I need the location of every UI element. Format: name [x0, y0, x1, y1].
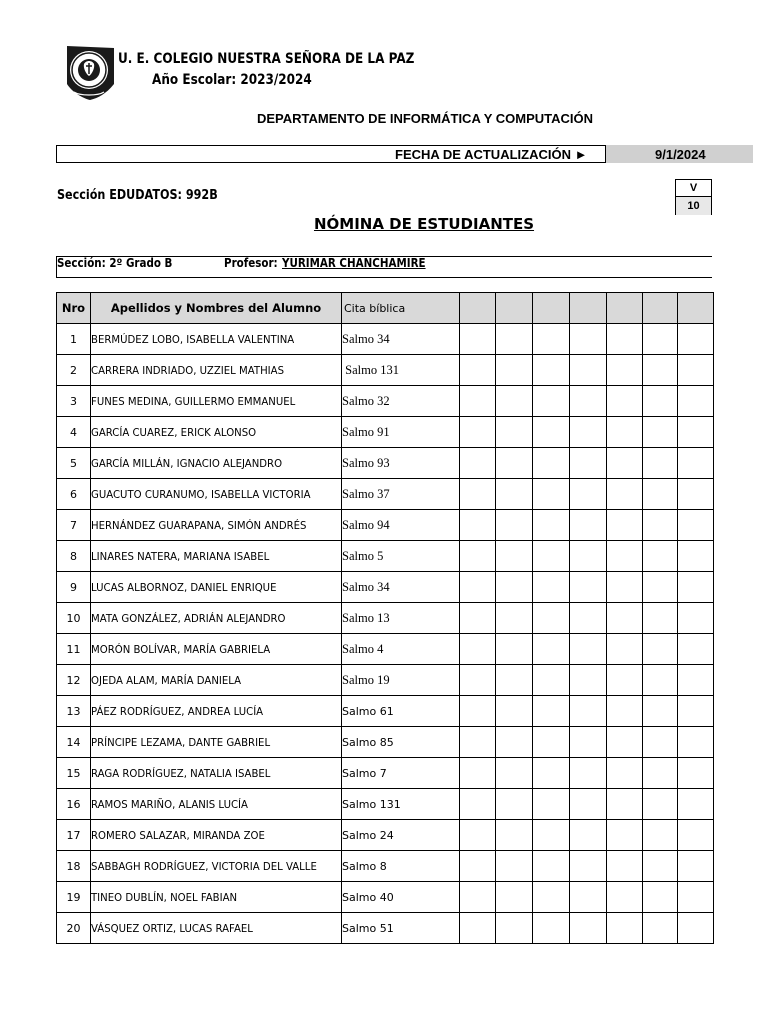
- blank-cell: [678, 789, 714, 820]
- blank-cell: [533, 603, 570, 634]
- blank-cell: [460, 541, 496, 572]
- table-row: [57, 758, 714, 789]
- section-edudatos: Sección EDUDATOS: 992B: [57, 188, 218, 203]
- blank-cell: [607, 386, 643, 417]
- blank-cell: [570, 479, 607, 510]
- blank-cell: [678, 603, 714, 634]
- version-number: 10: [676, 197, 711, 215]
- blank-cell: [496, 758, 533, 789]
- bible-citation: Salmo 8: [342, 851, 460, 882]
- table-row: [57, 448, 714, 479]
- student-name-cell: [91, 572, 342, 603]
- blank-cell: [496, 882, 533, 913]
- row-number: 3: [57, 386, 91, 417]
- blank-cell: [460, 417, 496, 448]
- bible-citation: Salmo 51: [342, 913, 460, 944]
- table-row: [57, 789, 714, 820]
- blank-cell: [643, 820, 678, 851]
- blank-cell: [570, 541, 607, 572]
- version-box: [675, 179, 712, 215]
- student-name: VÁSQUEZ ORTIZ, LUCAS RAFAEL: [91, 921, 253, 935]
- bible-citation: Salmo 131: [342, 789, 460, 820]
- blank-cell: [460, 665, 496, 696]
- blank-cell: [607, 603, 643, 634]
- header-blank: [460, 293, 496, 324]
- blank-cell: [533, 882, 570, 913]
- blank-cell: [570, 510, 607, 541]
- blank-cell: [460, 882, 496, 913]
- table-header-row: [57, 293, 714, 324]
- divider: [56, 277, 712, 278]
- bible-citation: Salmo 34: [342, 572, 460, 603]
- row-number: 15: [57, 758, 91, 789]
- bible-citation: Salmo 4: [342, 634, 460, 665]
- table-row: [57, 727, 714, 758]
- bible-citation: Salmo 7: [342, 758, 460, 789]
- table-row: [57, 603, 714, 634]
- student-name-cell: [91, 448, 342, 479]
- student-name-cell: [91, 851, 342, 882]
- blank-cell: [460, 386, 496, 417]
- blank-cell: [460, 820, 496, 851]
- blank-cell: [678, 324, 714, 355]
- header-blank: [496, 293, 533, 324]
- blank-cell: [570, 417, 607, 448]
- blank-cell: [496, 479, 533, 510]
- bible-citation: Salmo 93: [342, 448, 460, 479]
- blank-cell: [643, 913, 678, 944]
- student-name-cell: [91, 541, 342, 572]
- blank-cell: [643, 541, 678, 572]
- school-name: U. E. COLEGIO NUESTRA SEÑORA DE LA PAZ: [118, 51, 415, 67]
- row-number: 10: [57, 603, 91, 634]
- blank-cell: [533, 758, 570, 789]
- table-row: [57, 634, 714, 665]
- student-name-cell: [91, 355, 342, 386]
- student-name-cell: [91, 634, 342, 665]
- blank-cell: [460, 479, 496, 510]
- header-blank: [607, 293, 643, 324]
- update-date-label: FECHA DE ACTUALIZACIÓN ►: [395, 147, 588, 162]
- version-letter: V: [676, 180, 711, 197]
- blank-cell: [496, 541, 533, 572]
- blank-cell: [678, 882, 714, 913]
- student-name: GUACUTO CURANUMO, ISABELLA VICTORIA: [91, 487, 311, 501]
- blank-cell: [533, 324, 570, 355]
- student-name: LINARES NATERA, MARIANA ISABEL: [91, 549, 270, 563]
- blank-cell: [533, 665, 570, 696]
- student-name-cell: [91, 758, 342, 789]
- blank-cell: [460, 603, 496, 634]
- blank-cell: [496, 820, 533, 851]
- student-name: RAGA RODRÍGUEZ, NATALIA ISABEL: [91, 766, 271, 780]
- table-row: [57, 541, 714, 572]
- blank-cell: [460, 758, 496, 789]
- student-name-cell: [91, 882, 342, 913]
- blank-cell: [643, 324, 678, 355]
- blank-cell: [533, 851, 570, 882]
- blank-cell: [607, 882, 643, 913]
- row-number: 2: [57, 355, 91, 386]
- blank-cell: [678, 479, 714, 510]
- blank-cell: [496, 913, 533, 944]
- student-name: PRÍNCIPE LEZAMA, DANTE GABRIEL: [91, 735, 271, 749]
- blank-cell: [643, 510, 678, 541]
- row-number: 1: [57, 324, 91, 355]
- student-name-cell: [91, 324, 342, 355]
- blank-cell: [496, 324, 533, 355]
- blank-cell: [570, 820, 607, 851]
- blank-cell: [643, 665, 678, 696]
- blank-cell: [533, 572, 570, 603]
- blank-cell: [570, 789, 607, 820]
- bible-citation: Salmo 85: [342, 727, 460, 758]
- blank-cell: [643, 789, 678, 820]
- blank-cell: [496, 417, 533, 448]
- table-row: [57, 479, 714, 510]
- blank-cell: [570, 634, 607, 665]
- blank-cell: [570, 727, 607, 758]
- bible-citation: Salmo 19: [342, 665, 460, 696]
- blank-cell: [533, 510, 570, 541]
- school-year: Año Escolar: 2023/2024: [152, 72, 312, 88]
- blank-cell: [533, 448, 570, 479]
- student-name: GARCÍA CUAREZ, ERICK ALONSO: [91, 425, 257, 439]
- blank-cell: [496, 355, 533, 386]
- blank-cell: [570, 913, 607, 944]
- student-name: ROMERO SALAZAR, MIRANDA ZOE: [91, 828, 265, 842]
- header-blank: [678, 293, 714, 324]
- blank-cell: [678, 541, 714, 572]
- blank-cell: [460, 727, 496, 758]
- row-number: 7: [57, 510, 91, 541]
- table-row: [57, 665, 714, 696]
- blank-cell: [607, 758, 643, 789]
- student-name-cell: [91, 727, 342, 758]
- blank-cell: [607, 510, 643, 541]
- row-number: 5: [57, 448, 91, 479]
- table-row: [57, 510, 714, 541]
- blank-cell: [607, 324, 643, 355]
- student-name-cell: [91, 665, 342, 696]
- header-blank: [570, 293, 607, 324]
- student-name-cell: [91, 386, 342, 417]
- blank-cell: [570, 324, 607, 355]
- student-name-cell: [91, 417, 342, 448]
- student-name-cell: [91, 789, 342, 820]
- blank-cell: [678, 820, 714, 851]
- bible-citation: Salmo 40: [342, 882, 460, 913]
- blank-cell: [460, 789, 496, 820]
- blank-cell: [460, 572, 496, 603]
- blank-cell: [460, 448, 496, 479]
- blank-cell: [533, 479, 570, 510]
- update-date-value: 9/1/2024: [655, 147, 706, 162]
- blank-cell: [496, 510, 533, 541]
- blank-cell: [607, 634, 643, 665]
- bible-citation: Salmo 61: [342, 696, 460, 727]
- header-nro: Nro: [57, 293, 91, 324]
- student-name-cell: [91, 479, 342, 510]
- department-title: DEPARTAMENTO DE INFORMÁTICA Y COMPUTACIÓN: [256, 111, 594, 126]
- row-number: 4: [57, 417, 91, 448]
- row-number: 14: [57, 727, 91, 758]
- blank-cell: [678, 510, 714, 541]
- blank-cell: [533, 386, 570, 417]
- student-name-cell: [91, 820, 342, 851]
- profesor-label: Profesor:: [224, 256, 278, 270]
- blank-cell: [643, 634, 678, 665]
- blank-cell: [570, 355, 607, 386]
- blank-cell: [496, 789, 533, 820]
- student-name-cell: [91, 603, 342, 634]
- student-name-cell: [91, 696, 342, 727]
- student-name: FUNES MEDINA, GUILLERMO EMMANUEL: [91, 394, 296, 408]
- blank-cell: [607, 820, 643, 851]
- header-blank: [643, 293, 678, 324]
- blank-cell: [496, 851, 533, 882]
- table-row: [57, 572, 714, 603]
- blank-cell: [678, 417, 714, 448]
- table-row: [57, 355, 714, 386]
- blank-cell: [460, 696, 496, 727]
- bible-citation: Salmo 5: [342, 541, 460, 572]
- blank-cell: [607, 913, 643, 944]
- student-roster-table: [56, 292, 714, 944]
- blank-cell: [607, 448, 643, 479]
- blank-cell: [643, 479, 678, 510]
- blank-cell: [607, 696, 643, 727]
- table-row: [57, 913, 714, 944]
- student-name: LUCAS ALBORNOZ, DANIEL ENRIQUE: [91, 580, 277, 594]
- student-name: MATA GONZÁLEZ, ADRIÁN ALEJANDRO: [91, 611, 286, 625]
- blank-cell: [533, 355, 570, 386]
- blank-cell: [607, 417, 643, 448]
- blank-cell: [460, 510, 496, 541]
- blank-cell: [643, 386, 678, 417]
- blank-cell: [678, 913, 714, 944]
- blank-cell: [678, 696, 714, 727]
- student-name: OJEDA ALAM, MARÍA DANIELA: [91, 673, 242, 687]
- bible-citation: Salmo 13: [342, 603, 460, 634]
- blank-cell: [460, 634, 496, 665]
- blank-cell: [607, 789, 643, 820]
- blank-cell: [643, 882, 678, 913]
- student-name: RAMOS MARIÑO, ALANIS LUCÍA: [91, 797, 248, 811]
- blank-cell: [460, 324, 496, 355]
- blank-cell: [533, 417, 570, 448]
- table-row: [57, 851, 714, 882]
- student-name: HERNÁNDEZ GUARAPANA, SIMÓN ANDRÉS: [91, 518, 307, 532]
- student-name: SABBAGH RODRÍGUEZ, VICTORIA DEL VALLE: [91, 859, 317, 873]
- blank-cell: [496, 572, 533, 603]
- row-number: 18: [57, 851, 91, 882]
- blank-cell: [533, 696, 570, 727]
- blank-cell: [678, 727, 714, 758]
- student-name-cell: [91, 913, 342, 944]
- bible-citation: Salmo 91: [342, 417, 460, 448]
- row-number: 8: [57, 541, 91, 572]
- blank-cell: [570, 603, 607, 634]
- blank-cell: [570, 448, 607, 479]
- blank-cell: [460, 913, 496, 944]
- blank-cell: [607, 355, 643, 386]
- blank-cell: [678, 355, 714, 386]
- page-title: NÓMINA DE ESTUDIANTES: [313, 215, 535, 233]
- blank-cell: [460, 851, 496, 882]
- header-cita: Cita bíblica: [342, 293, 460, 324]
- blank-cell: [643, 355, 678, 386]
- table-row: [57, 324, 714, 355]
- row-number: 17: [57, 820, 91, 851]
- blank-cell: [678, 572, 714, 603]
- blank-cell: [678, 665, 714, 696]
- student-name: CARRERA INDRIADO, UZZIEL MATHIAS: [91, 363, 285, 377]
- blank-cell: [533, 820, 570, 851]
- blank-cell: [570, 882, 607, 913]
- student-name: GARCÍA MILLÁN, IGNACIO ALEJANDRO: [91, 456, 283, 470]
- row-number: 11: [57, 634, 91, 665]
- blank-cell: [643, 758, 678, 789]
- blank-cell: [496, 386, 533, 417]
- blank-cell: [607, 572, 643, 603]
- blank-cell: [678, 851, 714, 882]
- row-number: 9: [57, 572, 91, 603]
- table-row: [57, 417, 714, 448]
- blank-cell: [570, 572, 607, 603]
- blank-cell: [533, 913, 570, 944]
- blank-cell: [496, 696, 533, 727]
- blank-cell: [533, 634, 570, 665]
- blank-cell: [643, 417, 678, 448]
- bible-citation: Salmo 32: [342, 386, 460, 417]
- blank-cell: [678, 758, 714, 789]
- row-number: 6: [57, 479, 91, 510]
- blank-cell: [607, 665, 643, 696]
- blank-cell: [496, 448, 533, 479]
- section-grade: Sección: 2º Grado B: [57, 256, 173, 270]
- student-name: MORÓN BOLÍVAR, MARÍA GABRIELA: [91, 642, 271, 656]
- blank-cell: [533, 727, 570, 758]
- blank-cell: [570, 758, 607, 789]
- blank-cell: [643, 851, 678, 882]
- bible-citation: Salmo 37: [342, 479, 460, 510]
- blank-cell: [570, 665, 607, 696]
- student-name: BERMÚDEZ LOBO, ISABELLA VALENTINA: [91, 332, 295, 346]
- table-row: [57, 696, 714, 727]
- blank-cell: [643, 696, 678, 727]
- blank-cell: [496, 603, 533, 634]
- row-number: 19: [57, 882, 91, 913]
- blank-cell: [643, 572, 678, 603]
- blank-cell: [533, 789, 570, 820]
- bible-citation: Salmo 24: [342, 820, 460, 851]
- blank-cell: [496, 665, 533, 696]
- table-row: [57, 882, 714, 913]
- blank-cell: [678, 386, 714, 417]
- profesor-name: YURIMAR CHANCHAMIRE: [282, 256, 426, 270]
- blank-cell: [607, 479, 643, 510]
- blank-cell: [570, 386, 607, 417]
- bible-citation: Salmo 94: [342, 510, 460, 541]
- blank-cell: [643, 603, 678, 634]
- header-name: Apellidos y Nombres del Alumno: [91, 293, 342, 324]
- row-number: 16: [57, 789, 91, 820]
- student-name-cell: [91, 510, 342, 541]
- blank-cell: [607, 541, 643, 572]
- blank-cell: [533, 541, 570, 572]
- blank-cell: [460, 355, 496, 386]
- blank-cell: [570, 851, 607, 882]
- header-blank: [533, 293, 570, 324]
- student-name: TINEO DUBLÍN, NOEL FABIAN: [91, 890, 238, 904]
- row-number: 13: [57, 696, 91, 727]
- school-crest-icon: [62, 44, 118, 102]
- blank-cell: [607, 851, 643, 882]
- row-number: 12: [57, 665, 91, 696]
- blank-cell: [496, 727, 533, 758]
- blank-cell: [496, 634, 533, 665]
- table-row: [57, 386, 714, 417]
- blank-cell: [678, 448, 714, 479]
- blank-cell: [643, 448, 678, 479]
- blank-cell: [570, 696, 607, 727]
- bible-citation: Salmo 34: [342, 324, 460, 355]
- student-name: PÁEZ RODRÍGUEZ, ANDREA LUCÍA: [91, 704, 264, 718]
- blank-cell: [607, 727, 643, 758]
- table-row: [57, 820, 714, 851]
- row-number: 20: [57, 913, 91, 944]
- blank-cell: [643, 727, 678, 758]
- bible-citation: Salmo 131: [342, 355, 460, 386]
- blank-cell: [678, 634, 714, 665]
